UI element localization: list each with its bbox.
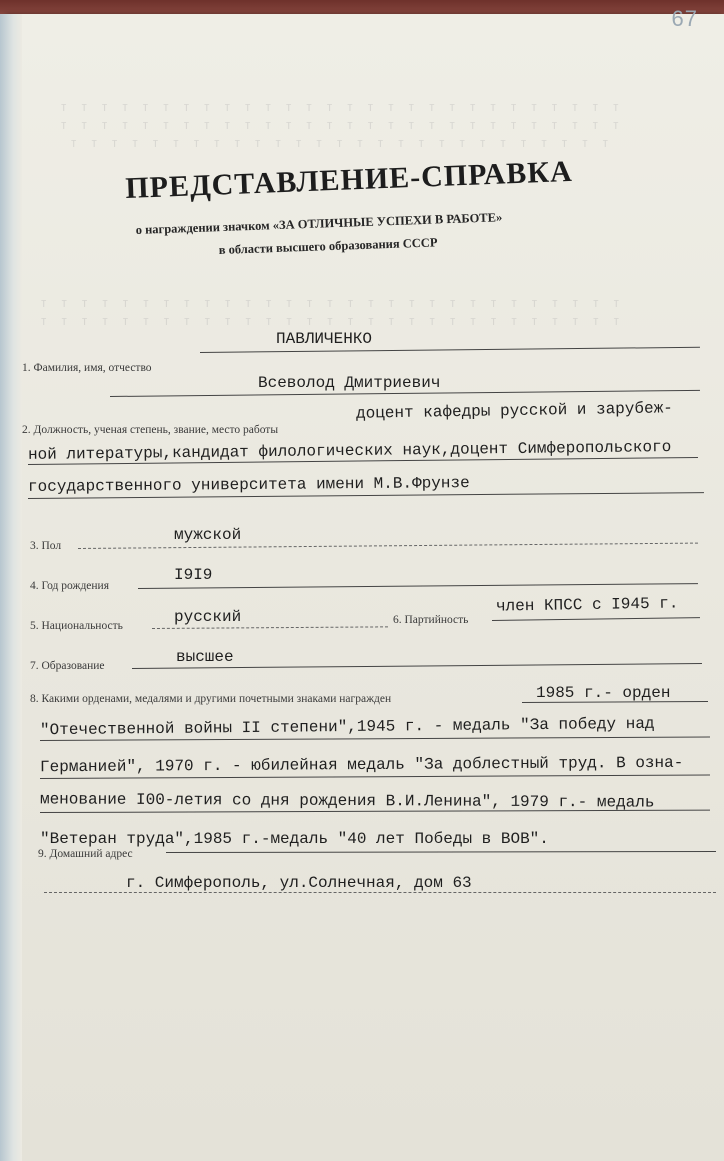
sex-value: мужской xyxy=(174,526,242,544)
address-label: 9. Домашний адрес xyxy=(38,848,133,860)
education-value: высшее xyxy=(176,648,234,666)
address-line-2 xyxy=(44,892,716,893)
nationality-label: 5. Национальность xyxy=(30,620,123,632)
birth-year-value: I9I9 xyxy=(174,566,213,584)
full-name-label: 1. Фамилия, имя, отчество xyxy=(22,362,152,374)
bleed-through-text: т т т т т т т т т т т т т т т т т т т т т т т т т т т т xyxy=(60,100,623,114)
full-name-value: Всеволод Дмитриевич xyxy=(258,374,441,392)
document-title: ПРЕДСТАВЛЕНИЕ-СПРАВКА xyxy=(124,154,574,206)
sex-label: 3. Пол xyxy=(30,540,62,552)
document-subtitle-scope: в области высшего образования СССР xyxy=(218,235,438,258)
nationality-value: русский xyxy=(174,608,242,626)
education-label: 7. Образование xyxy=(30,660,105,672)
position-value-line2: ной литературы,кандидат филологических наук,доцент Симферопольского xyxy=(27,438,672,464)
bleed-through-text: т т т т т т т т т т т т т т т т т т т т т т т т т т т xyxy=(70,136,612,150)
party-value: член КПСС с I945 г. xyxy=(495,594,679,616)
awards-value-line3: Германией", 1970 г. - юбилейная медаль "За доблестный труд. В озна- xyxy=(39,753,684,777)
page-binding-edge xyxy=(0,14,22,1161)
awards-value-line4: менование I00-летия со дня рождения В.И.Ленина", 1979 г.- медаль xyxy=(39,790,655,812)
document-subtitle: о награждении значком «ЗА ОТЛИЧНЫЕ УСПЕХИ В РАБОТЕ» xyxy=(135,210,503,238)
awards-value-line2: "Отечественной войны II степени",1945 г. - медаль "За победу над xyxy=(39,714,655,740)
awards-value-line5: "Ветеран труда",1985 г.-медаль "40 лет Победы в ВОВ". xyxy=(40,830,549,848)
position-label: 2. Должность, ученая степень, звание, место работы xyxy=(22,424,279,436)
surname-value: ПАВЛИЧЕНКО xyxy=(276,330,373,348)
awards-value-line1: 1985 г.- орден xyxy=(536,684,671,702)
birth-year-label: 4. Год рождения xyxy=(30,580,109,592)
bleed-through-text: т т т т т т т т т т т т т т т т т т т т т т т т т т т т т xyxy=(40,296,623,310)
awards-label: 8. Какими орденами, медалями и другими почетными знаками награжден xyxy=(30,693,392,705)
position-value-line3: государственного университета имени М.В.Фрунзе xyxy=(27,474,470,496)
bleed-through-text: т т т т т т т т т т т т т т т т т т т т т т т т т т т т xyxy=(60,118,623,132)
bleed-through-text: т т т т т т т т т т т т т т т т т т т т т т т т т т т т т xyxy=(40,314,623,328)
party-label: 6. Партийность xyxy=(393,614,469,626)
position-value-line1: доцент кафедры русской и зарубеж- xyxy=(355,399,673,423)
page-number: 67 xyxy=(671,6,698,31)
address-value: г. Симферополь, ул.Солнечная, дом 63 xyxy=(126,874,472,892)
